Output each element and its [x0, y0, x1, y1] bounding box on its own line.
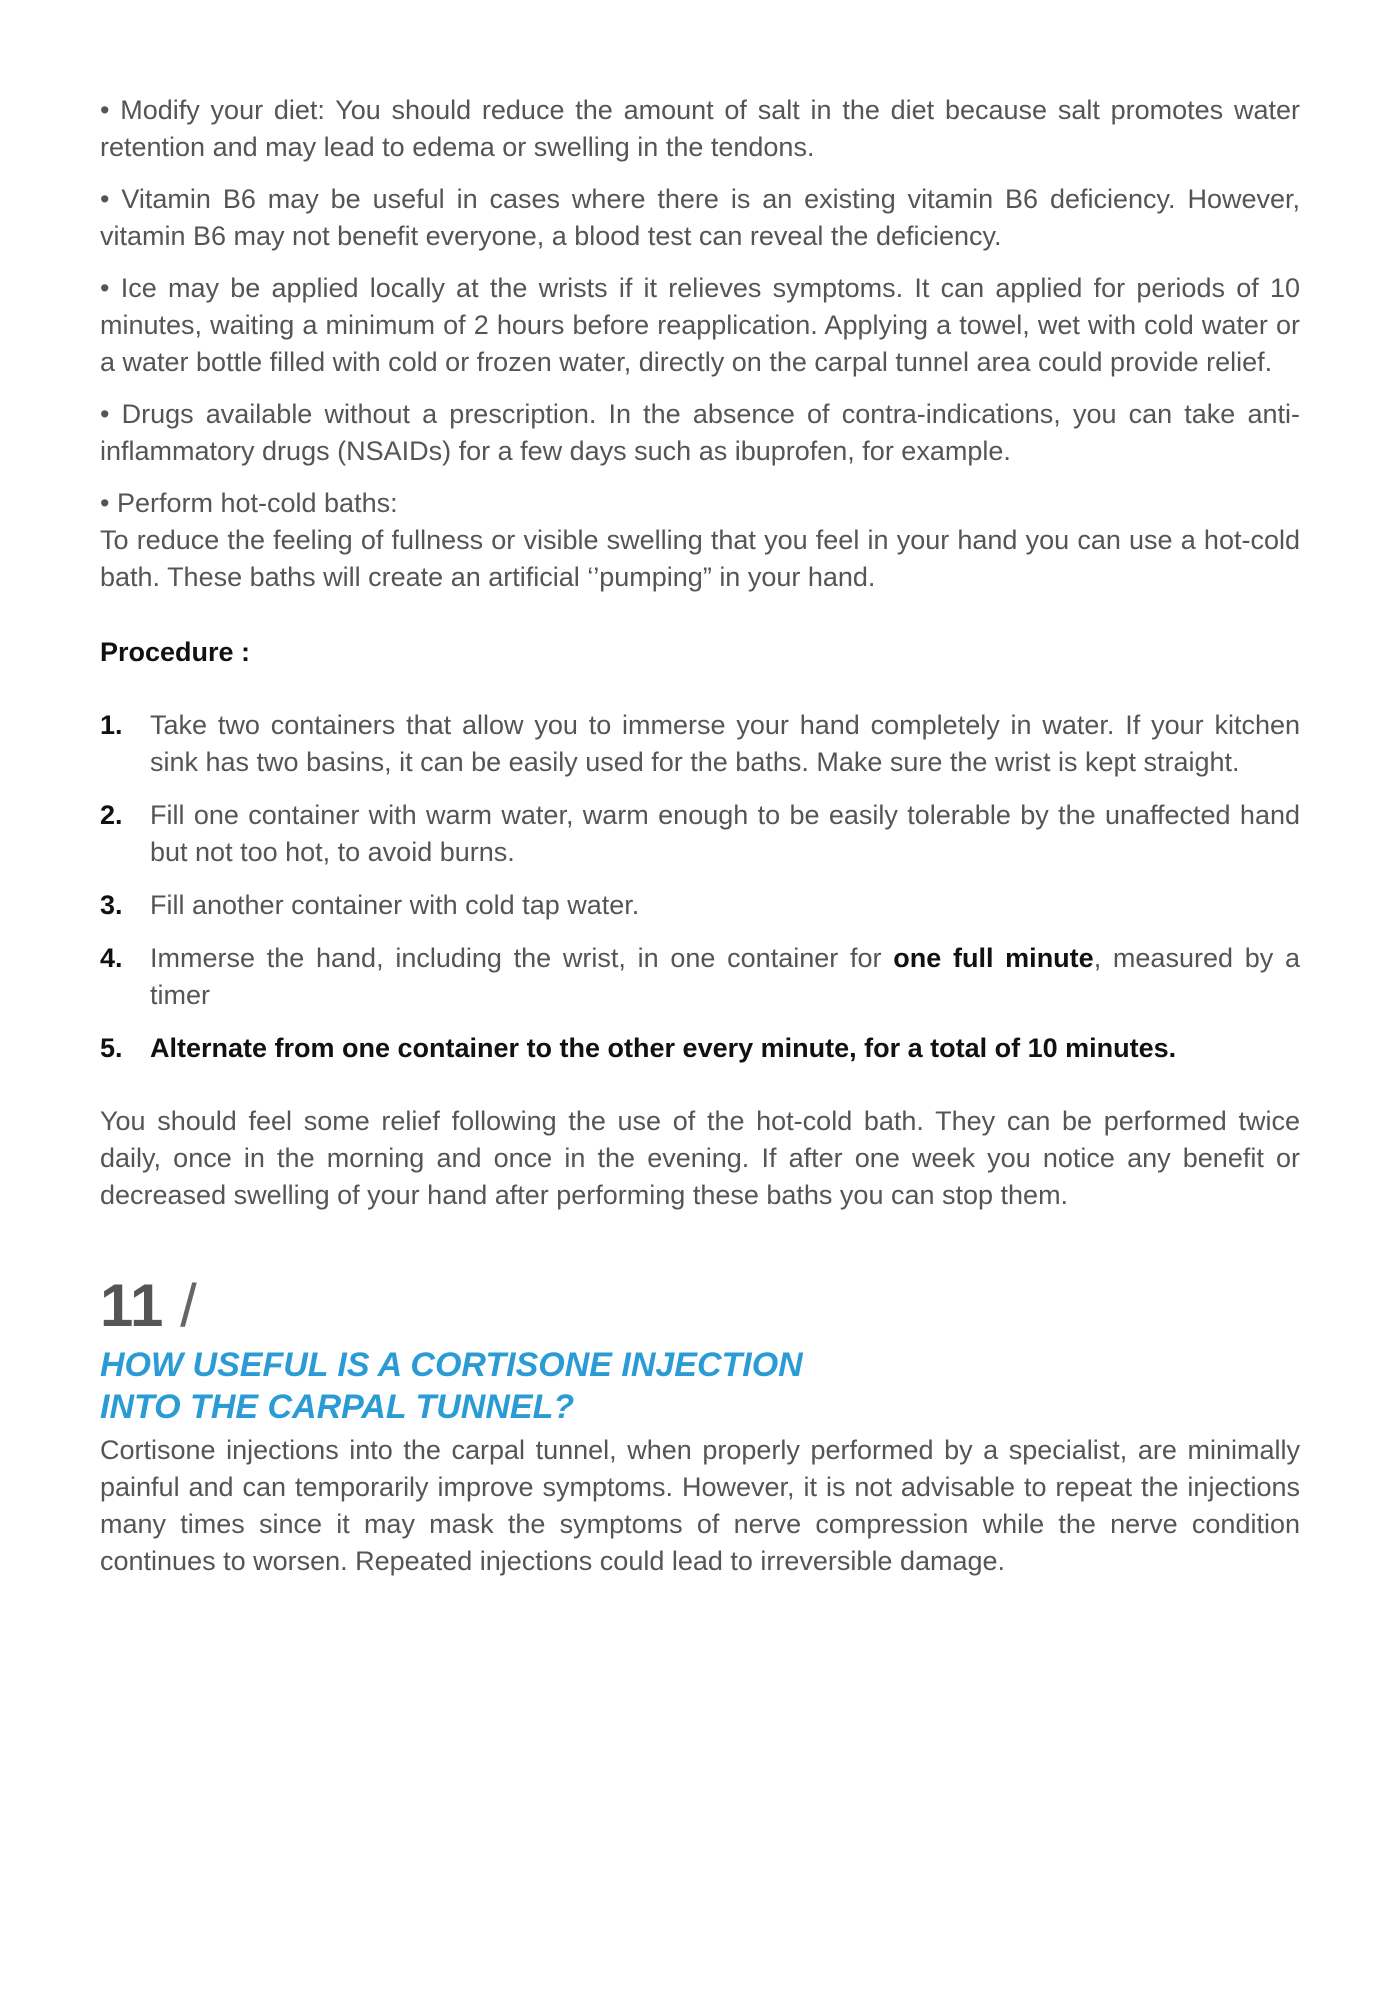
section-body: Cortisone injections into the carpal tunnel, when properly performed by a specialist, are minimally painful and can temporarily improve symptoms. However, it is not advisable to repeat the injections many times since it may mask the symptoms of nerve compression while the nerve condition continues to worsen. Repeated injections could lead to irreversible damage.	[100, 1435, 1300, 1576]
section-title	[100, 1344, 1300, 1428]
procedure-steps	[100, 707, 1300, 1067]
procedure-step-5	[100, 1030, 1300, 1067]
section-number-value: 11	[100, 1272, 164, 1339]
document-page	[100, 92, 1300, 1580]
step-number: 4.	[100, 943, 123, 973]
bullet-marker: •	[100, 95, 110, 125]
bullet-diet	[100, 92, 1300, 166]
bullet-hot-cold-baths	[100, 485, 1300, 596]
step-number: 1.	[100, 710, 123, 740]
section-number	[100, 1274, 1300, 1338]
procedure-step-4	[100, 940, 1300, 1014]
procedure-heading: Procedure :	[100, 637, 251, 667]
section-title-line-1: HOW USEFUL IS A CORTISONE INJECTION	[100, 1346, 803, 1384]
procedure-step-3	[100, 887, 1300, 924]
bullet-ice	[100, 270, 1300, 381]
step-number: 3.	[100, 890, 123, 920]
step-text-after: , measured by a timer	[150, 943, 1300, 1010]
step-number: 5.	[100, 1033, 123, 1063]
bullet-text: Perform hot-cold baths:	[116, 488, 398, 518]
bullet-marker: •	[100, 399, 110, 429]
bullet-text: Drugs available without a prescription. In the absence of contra-indications, you can take anti-inflammatory drugs (NSAIDs) for a few days such as ibuprofen, for example.	[100, 399, 1300, 466]
bullet-marker: •	[100, 184, 110, 214]
step-text: Alternate from one container to the other every minute, for a total of 10 minutes.	[150, 1033, 1177, 1063]
step-text: Fill another container with cold tap water.	[150, 890, 640, 920]
bullet-marker: •	[100, 488, 110, 518]
procedure-step-1	[100, 707, 1300, 781]
bullet-marker: •	[100, 273, 110, 303]
section-number-slash: /	[180, 1272, 197, 1339]
step-number: 2.	[100, 800, 123, 830]
step-text	[150, 940, 1300, 1014]
section-title-line-2: INTO THE CARPAL TUNNEL?	[100, 1388, 575, 1426]
step-text: Take two containers that allow you to immerse your hand completely in water. If your kitchen sink has two basins, it can be easily used for the baths. Make sure the wrist is kept straight.	[150, 710, 1300, 777]
bullet-drugs	[100, 396, 1300, 470]
bullet-text: Modify your diet: You should reduce the amount of salt in the diet because salt promotes water retention and may lead to edema or swelling in the tendons.	[100, 95, 1300, 162]
bullet-continuation: To reduce the feeling of fullness or visible swelling that you feel in your hand you can use a hot-cold bath. These baths will create an artificial ‘’pumping” in your hand.	[100, 525, 1300, 592]
procedure-closing-paragraph: You should feel some relief following the use of the hot-cold bath. They can be performed twice daily, once in the morning and once in the evening. If after one week you notice any benefit or decreased swelling of your hand after performing these baths you can stop them.	[100, 1106, 1300, 1210]
bullet-text: Vitamin B6 may be useful in cases where there is an existing vitamin B6 deficiency. However, vitamin B6 may not benefit everyone, a blood test can reveal the deficiency.	[100, 184, 1300, 251]
bullet-text: Ice may be applied locally at the wrists if it relieves symptoms. It can applied for periods of 10 minutes, waiting a minimum of 2 hours before reapplication. Applying a towel, wet with cold water or a water bottle filled with cold or frozen water, directly on the carpal tunnel area could provide relief.	[100, 273, 1300, 377]
step-text: Fill one container with warm water, warm enough to be easily tolerable by the unaffected hand but not too hot, to avoid burns.	[150, 800, 1300, 867]
bullet-vitamin-b6	[100, 181, 1300, 255]
step-text-emphasis: one full minute	[893, 943, 1094, 973]
step-text-before: Immerse the hand, including the wrist, in one container for	[150, 943, 894, 973]
procedure-step-2	[100, 797, 1300, 871]
